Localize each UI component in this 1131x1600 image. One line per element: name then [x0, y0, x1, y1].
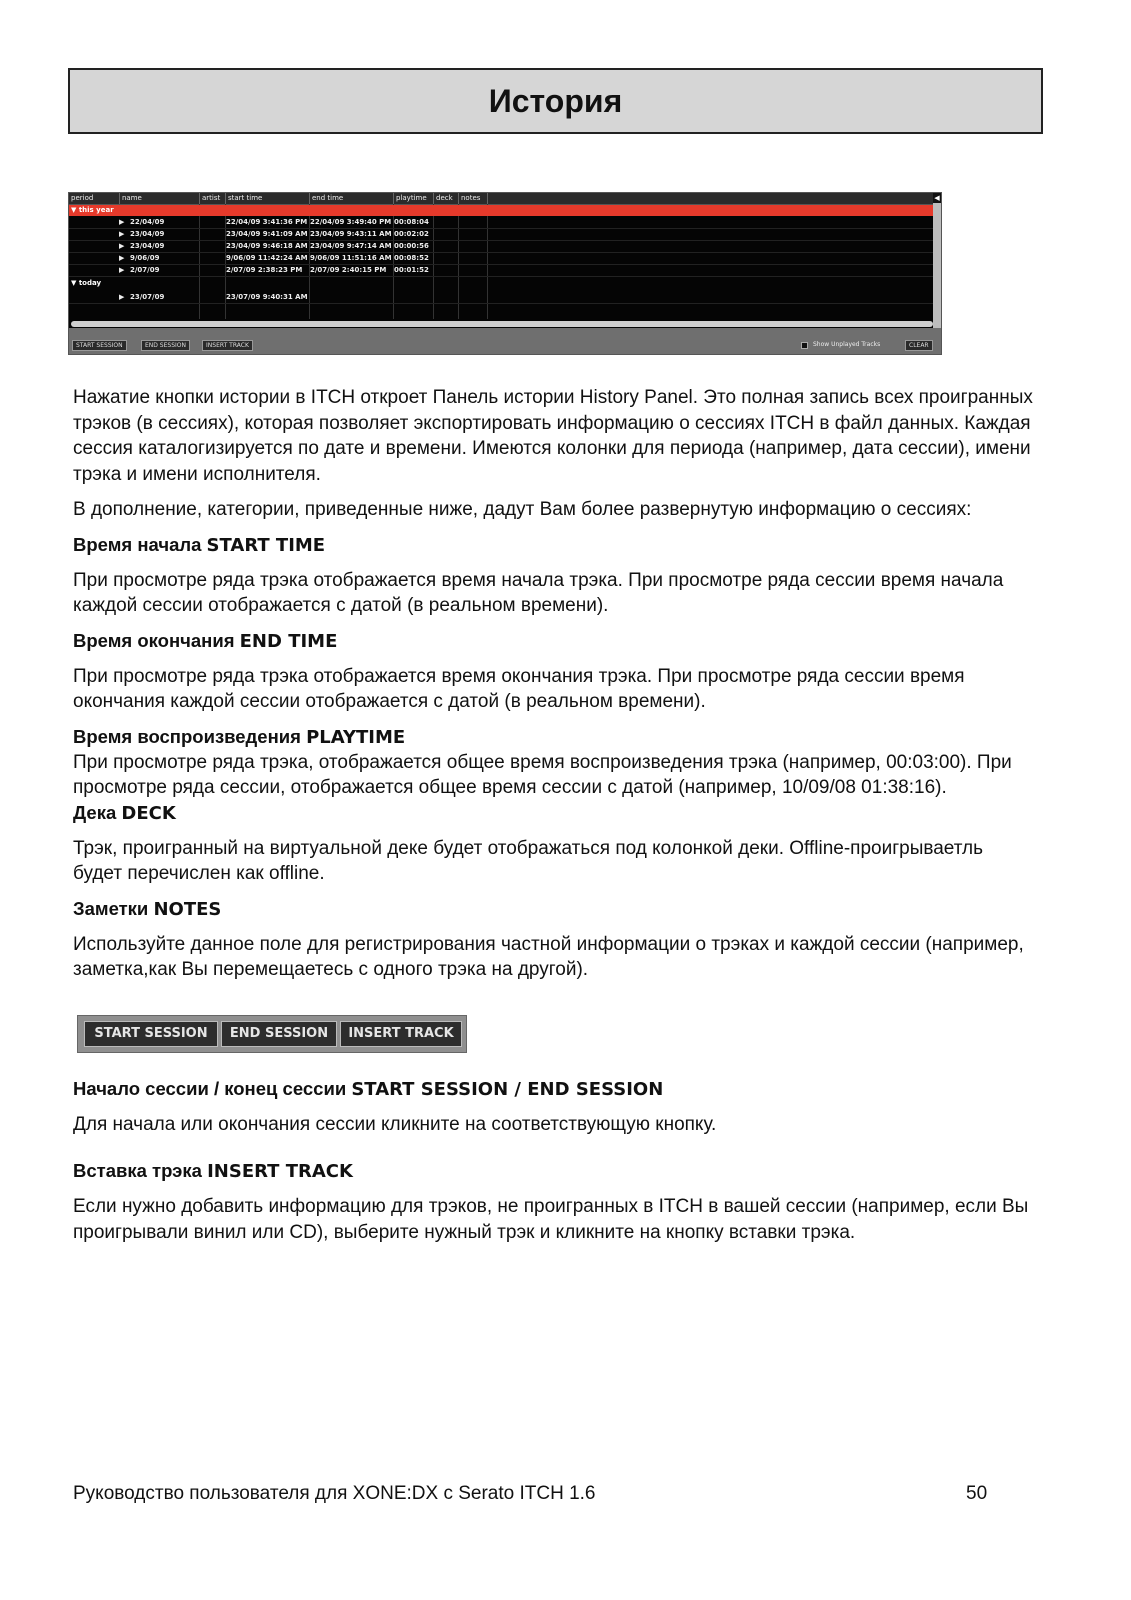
section-text: При просмотре ряда трэка, отображается общее время воспроизведения трэка (например, 00:03:00). При просмотре ряда сессии, отображается общее время сессии с датой (например, 10/09/08 01:38:16). — [73, 751, 1012, 798]
play-triangle-icon: ▶ — [119, 293, 125, 301]
column-notes[interactable]: notes — [458, 193, 480, 204]
column-playtime[interactable]: playtime — [393, 193, 427, 204]
heading-ru: Заметки — [73, 897, 154, 919]
heading-en: START SESSION / END SESSION — [351, 1078, 664, 1100]
footer-text: Руководство пользователя для XONE:DX с Serato ITCH 1.6 — [73, 1483, 596, 1504]
session-playtime: 00:00:56 — [394, 242, 429, 250]
show-unplayed-label: Show Unplayed Tracks — [813, 341, 881, 348]
session-end: 23/04/09 9:47:14 AM — [310, 242, 392, 250]
main-content — [73, 385, 1033, 1255]
end-session-button[interactable]: END SESSION — [221, 1021, 337, 1047]
session-name: 23/07/09 — [130, 293, 165, 301]
column-artist[interactable]: artist — [199, 193, 220, 204]
session-start: 23/07/09 9:40:31 AM — [226, 293, 308, 301]
session-end: 22/04/09 3:49:40 PM — [310, 218, 392, 226]
heading-en: PLAYTIME — [306, 726, 406, 748]
heading-ru: Начало сессии / конец сессии — [73, 1077, 352, 1099]
intro-paragraph: Нажатие кнопки истории в ITCH откроет Панель истории History Panel. Это полная запись всех проигранных трэков (в сессиях), которая позволяет экспортировать информацию о сессиях ITCH в файл данных. Каждая сессия каталогизируется по дате и времени. Имеются колонки для периода (например, дата сессии), имени трэка и имени исполнителя. — [73, 387, 1033, 485]
table-row[interactable] — [69, 217, 935, 229]
section-heading — [73, 629, 1033, 654]
session-start: 23/04/09 9:41:09 AM — [226, 230, 308, 238]
session-start: 22/04/09 3:41:36 PM — [226, 218, 308, 226]
section-heading — [73, 1077, 1033, 1102]
intro-paragraph: В дополнение, категории, приведенные ниже, дадут Вам более развернутую информацию о сессиях: — [73, 499, 972, 520]
heading-en: END TIME — [239, 630, 338, 652]
table-row[interactable] — [69, 253, 935, 265]
heading-ru: Время начала — [73, 533, 207, 555]
section-heading — [73, 801, 1033, 826]
session-name: 23/04/09 — [130, 230, 165, 238]
history-panel-footer — [69, 328, 942, 355]
session-name: 2/07/09 — [130, 266, 160, 274]
end-session-button[interactable]: END SESSION — [141, 340, 190, 351]
horizontal-scrollbar[interactable] — [71, 321, 933, 327]
group-row-this-year[interactable] — [69, 205, 935, 216]
column-period[interactable]: period — [71, 194, 94, 202]
session-end: 9/06/09 11:51:16 AM — [310, 254, 392, 262]
section-heading — [73, 533, 1033, 558]
session-end: 2/07/09 2:40:15 PM — [310, 266, 387, 274]
group-row-today[interactable] — [69, 278, 935, 289]
column-deck[interactable]: deck — [433, 193, 453, 204]
section-heading — [73, 897, 1033, 922]
heading-ru: Время воспроизведения — [73, 725, 307, 747]
section-text: Используйте данное поле для регистрирования частной информации о трэках и каждой сессии (например, заметка,как Вы перемещаетесь с одного трэка на другой). — [73, 933, 1024, 980]
heading-ru: Дека — [73, 801, 122, 823]
expand-triangle-icon[interactable]: ▼ — [71, 279, 79, 287]
section-text: Если нужно добавить информацию для трэков, не проигранных в ITCH в вашей сессии (например, если Вы проигрывали винил или CD), выберите нужный трэк и кликните на кнопку вставки трэка. — [73, 1196, 1029, 1243]
section-text: При просмотре ряда трэка отображается время окончания трэка. При просмотре ряда сессии время окончания каждой сессии отображается с датой (в реальном времени). — [73, 665, 965, 712]
start-session-button[interactable]: START SESSION — [72, 340, 127, 351]
heading-ru: Время окончания — [73, 629, 240, 651]
heading-ru: Вставка трэка — [73, 1160, 208, 1181]
play-triangle-icon: ▶ — [119, 266, 125, 274]
column-end-time[interactable]: end time — [309, 193, 343, 204]
group-label: today — [78, 279, 102, 287]
heading-en: NOTES — [153, 898, 222, 920]
play-triangle-icon: ▶ — [119, 242, 125, 250]
heading-en: DECK — [121, 802, 176, 824]
session-start: 9/06/09 11:42:24 AM — [226, 254, 308, 262]
play-triangle-icon: ▶ — [119, 254, 125, 262]
session-end: 23/04/09 9:43:11 AM — [310, 230, 392, 238]
session-start: 23/04/09 9:46:18 AM — [226, 242, 308, 250]
heading-en: INSERT TRACK — [207, 1161, 353, 1182]
history-panel-screenshot — [68, 192, 942, 355]
table-row[interactable] — [69, 292, 935, 304]
table-row[interactable] — [69, 265, 935, 277]
table-row[interactable] — [69, 241, 935, 253]
insert-track-button[interactable]: INSERT TRACK — [202, 340, 253, 351]
session-name: 23/04/09 — [130, 242, 165, 250]
session-start: 2/07/09 2:38:23 PM — [226, 266, 303, 274]
session-name: 22/04/09 — [130, 218, 165, 226]
column-start-time[interactable]: start time — [225, 193, 262, 204]
session-playtime: 00:08:52 — [394, 254, 429, 262]
group-label: this year — [78, 206, 114, 214]
scroll-arrow-icon[interactable]: ◀ — [934, 194, 940, 202]
session-playtime: 00:02:02 — [394, 230, 429, 238]
play-triangle-icon: ▶ — [119, 230, 125, 238]
session-playtime: 00:08:04 — [394, 218, 429, 226]
vertical-scrollbar[interactable] — [933, 193, 941, 328]
column-name[interactable]: name — [119, 193, 142, 204]
section-heading — [73, 725, 1033, 750]
session-name: 9/06/09 — [130, 254, 160, 262]
page-number: 50 — [966, 1483, 988, 1504]
show-unplayed-checkbox[interactable] — [801, 342, 808, 349]
section-text: Для начала или окончания сессии кликните на соответствующую кнопку. — [73, 1113, 717, 1135]
start-session-button[interactable]: START SESSION — [84, 1021, 218, 1047]
session-playtime: 00:01:52 — [394, 266, 429, 274]
clear-button[interactable]: CLEAR — [905, 340, 933, 351]
heading-en: START TIME — [206, 534, 326, 556]
column-filler — [487, 193, 935, 204]
insert-track-button[interactable]: INSERT TRACK — [340, 1021, 462, 1047]
table-row[interactable] — [69, 229, 935, 241]
session-button-bar — [77, 1015, 467, 1053]
expand-triangle-icon[interactable]: ▼ — [71, 206, 79, 214]
page-title-box — [68, 68, 1043, 134]
section-heading — [73, 1159, 1033, 1184]
page-title: История — [488, 82, 623, 119]
section-text: Трэк, проигранный на виртуальной деке будет отображаться под колонкой деки. Offline-проигрываетль будет перечислен как offline. — [73, 837, 984, 884]
section-text: При просмотре ряда трэка отображается время начала трэка. При просмотре ряда сессии время начала каждой сессии отображается с датой (в реальном времени). — [73, 569, 1004, 616]
play-triangle-icon: ▶ — [119, 218, 125, 226]
